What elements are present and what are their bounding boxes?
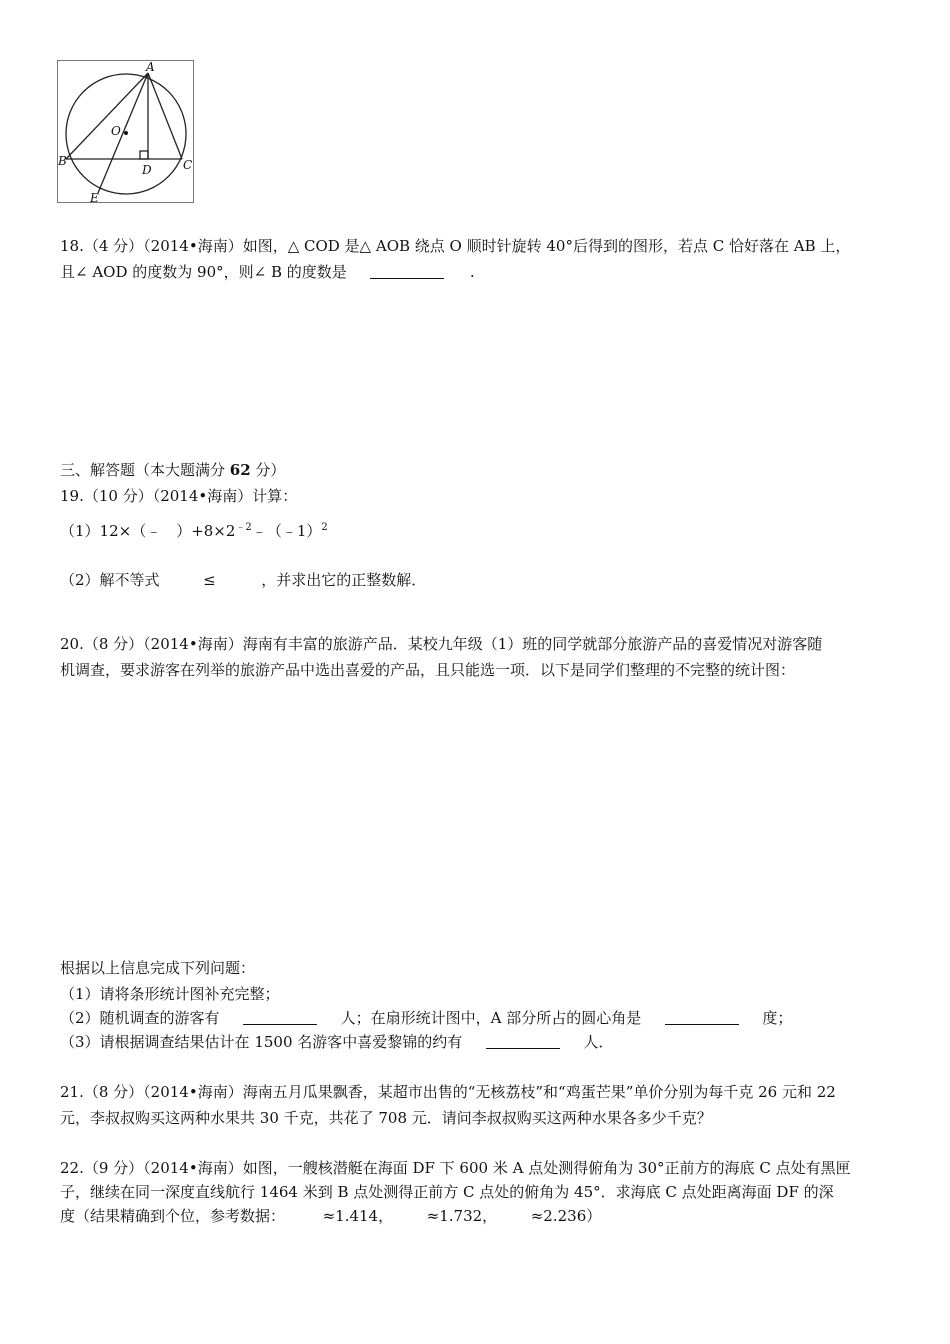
q22-line3 bbox=[60, 1206, 601, 1226]
q20-part3 bbox=[60, 1032, 613, 1052]
q19-part2-rest: ，并求出它的正整数解． bbox=[261, 571, 427, 589]
q22-ref-sqrt2: ≈1.414， bbox=[322, 1207, 394, 1225]
q19-title: 19.（10 分）（2014•海南）计算： bbox=[60, 487, 298, 505]
q20-line2: 机调查，要求游客在列举的旅游产品中选出喜爱的产品，且只能选一项．以下是同学们整理的不完整的统计图： bbox=[60, 661, 796, 679]
label-d: D bbox=[142, 163, 152, 177]
q18-answer-blank[interactable] bbox=[370, 264, 444, 279]
q18-period: . bbox=[469, 263, 475, 281]
segment-ac bbox=[148, 73, 182, 159]
section-3-unit: 分） bbox=[250, 461, 286, 479]
circle-diagram bbox=[58, 61, 195, 204]
circle-figure bbox=[57, 60, 194, 203]
section-3-score: 62 bbox=[229, 461, 251, 479]
q18-line1: 18.（4 分）（2014•海南）如图，△ COD 是△ AOB 绕点 O 顺时针旋转 40°后得到的图形，若点 C 恰好落在 AB 上， bbox=[60, 237, 851, 255]
q19-part2 bbox=[60, 570, 426, 590]
q20-part3-end: 人． bbox=[583, 1033, 614, 1051]
q20-part2 bbox=[60, 1008, 792, 1028]
section-3-header bbox=[60, 460, 285, 480]
q19-part2-le: ≤ bbox=[203, 571, 216, 589]
q20-part1: （1）请将条形统计图补充完整； bbox=[60, 985, 280, 1003]
q20-visitors-blank[interactable] bbox=[243, 1010, 317, 1025]
label-b: B bbox=[58, 154, 67, 168]
q19-part1-expr: （1）12×（﹣ ）+8×2 bbox=[60, 522, 236, 540]
q22-ref-sqrt5: ≈2.236） bbox=[530, 1207, 602, 1225]
q22-line2: 子，继续在同一深度直线航行 1464 米到 B 点处测得正前方 C 点处的俯角为 45°．求海底 C 点处距离海面 DF 的深 bbox=[60, 1183, 834, 1201]
label-e: E bbox=[90, 191, 99, 204]
label-c: C bbox=[183, 158, 193, 172]
q22-ref-intro: 度（结果精确到个位，参考数据： bbox=[60, 1207, 286, 1225]
label-o: O bbox=[111, 124, 121, 138]
center-point bbox=[124, 131, 128, 135]
q20-part2-mid: 人；在扇形统计图中，A 部分所占的圆心角是 bbox=[340, 1009, 642, 1027]
q20-part2-end: 度； bbox=[762, 1009, 793, 1027]
label-a: A bbox=[146, 61, 155, 74]
q20-line1: 20.（8 分）（2014•海南）海南有丰富的旅游产品．某校九年级（1）班的同学就部分旅游产品的喜爱情况对游客随 bbox=[60, 635, 823, 653]
q20-angle-blank[interactable] bbox=[665, 1010, 739, 1025]
right-angle-mark bbox=[140, 151, 148, 159]
q18-text: 且∠ AOD 的度数为 90°，则∠ B 的度数是 bbox=[60, 263, 347, 281]
q19-part1-exp1: ﹣2 bbox=[235, 522, 252, 533]
q19-part1 bbox=[60, 518, 328, 541]
q19-part1-exp2: 2 bbox=[321, 522, 328, 533]
q21-line1: 21.（8 分）（2014•海南）海南五月瓜果飘香，某超市出售的“无核荔枝”和“鸡蛋芒果”单价分别为每千克 26 元和 22 bbox=[60, 1083, 836, 1101]
q20-part2-text: （2）随机调查的游客有 bbox=[60, 1009, 220, 1027]
q19-part1-mid: ﹣（﹣1） bbox=[251, 522, 322, 540]
segment-ab bbox=[66, 73, 148, 159]
q20-intro: 根据以上信息完成下列问题： bbox=[60, 959, 256, 977]
segment-ae bbox=[98, 73, 148, 193]
q22-line1: 22.（9 分）（2014•海南）如图，一艘核潜艇在海面 DF 下 600 米 A 点处测得俯角为 30°正前方的海底 C 点处有黑匣 bbox=[60, 1159, 851, 1177]
q20-lijin-blank[interactable] bbox=[486, 1034, 560, 1049]
q18-line2 bbox=[60, 262, 475, 282]
q19-part2-text: （2）解不等式 bbox=[60, 571, 160, 589]
q21-line2: 元，李叔叔购买这两种水果共 30 千克，共花了 708 元．请问李叔叔购买这两种水果各多少千克？ bbox=[60, 1109, 712, 1127]
section-3-title: 三、解答题（本大题满分 bbox=[60, 461, 230, 479]
q20-part3-text: （3）请根据调查结果估计在 1500 名游客中喜爱黎锦的约有 bbox=[60, 1033, 463, 1051]
q22-ref-sqrt3: ≈1.732， bbox=[426, 1207, 498, 1225]
